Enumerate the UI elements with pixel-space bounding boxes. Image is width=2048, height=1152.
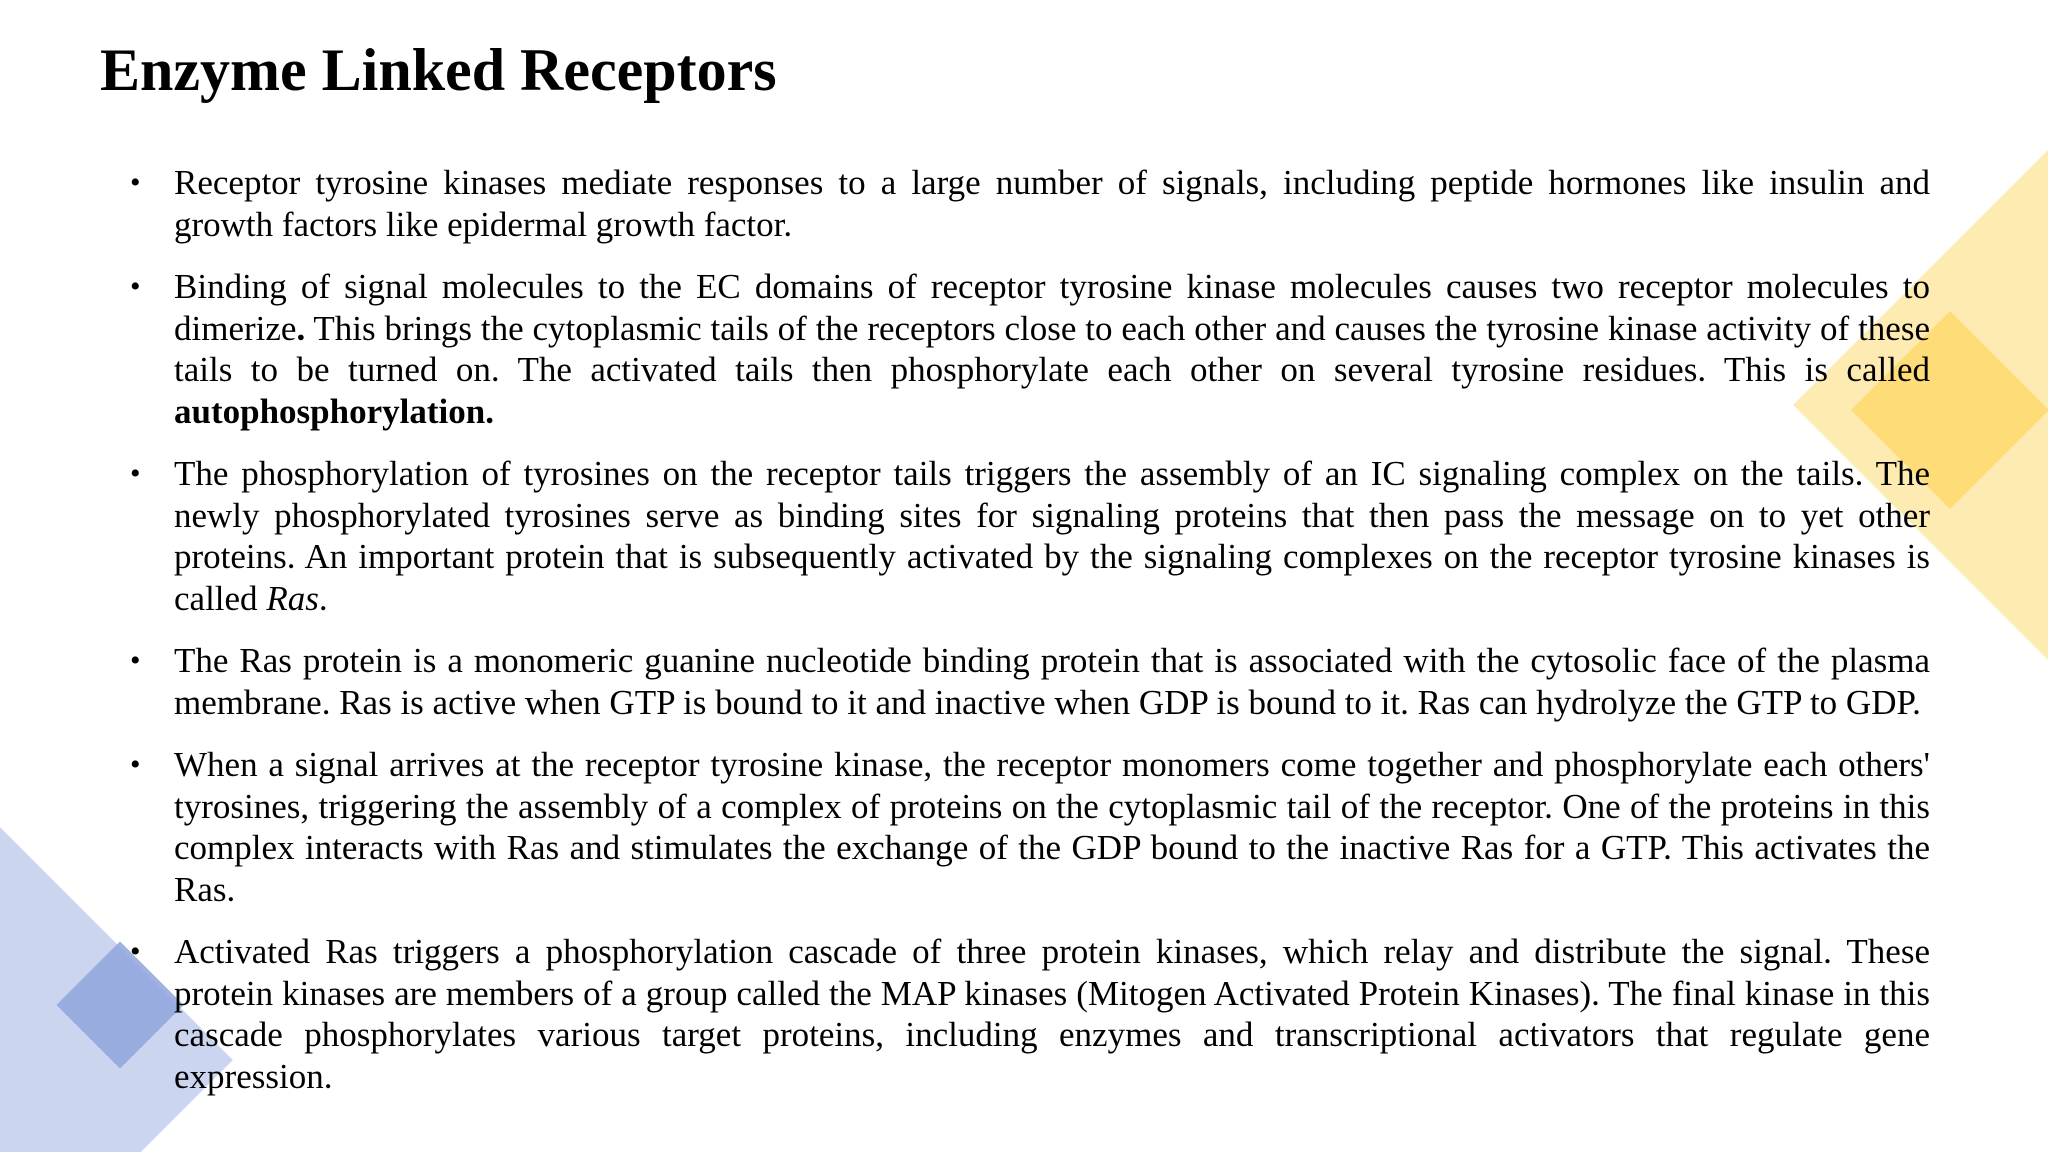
bullet-text: The phosphorylation of tyrosines on the receptor tails triggers the assembly of an IC signaling complex on the tails. The newly phosphorylated tyrosines serve as binding sites for signaling proteins that then pass the message on to yet other proteins. An important protein that is subsequently activated by the signaling complexes on the receptor tyrosine kinases is called Ras.: [174, 454, 1930, 618]
bullet-text: When a signal arrives at the receptor tyrosine kinase, the receptor monomers come together and phosphorylate each others' tyrosines, triggering the assembly of a complex of proteins on the cytoplasmic tail of the receptor. One of the proteins in this complex interacts with Ras and stimulates the exchange of the GDP bound to the inactive Ras for a GTP. This activates the Ras.: [174, 745, 1930, 909]
bullet-item-ras-protein: [130, 640, 1930, 723]
bullet-item-dimerization: [130, 266, 1930, 432]
bullet-item-receptor-tyrosine-kinases: [130, 162, 1930, 245]
bullet-item-signal-arrival: [130, 744, 1930, 910]
bullet-list: [130, 162, 1930, 1118]
italic-term-ras: Ras: [266, 578, 319, 618]
bullet-icon: •: [130, 644, 141, 677]
bullet-icon: •: [130, 748, 141, 781]
bold-term-autophosphorylation: autophosphorylation.: [174, 391, 494, 431]
bullet-item-map-kinase-cascade: [130, 931, 1930, 1097]
bullet-icon: •: [130, 270, 141, 303]
bullet-item-signaling-complex: [130, 453, 1930, 619]
bullet-text: Binding of signal molecules to the EC domains of receptor tyrosine kinase molecules causes two receptor molecules to dimerize. This brings the cytoplasmic tails of the receptors close to each other and causes the tyrosine kinase activity of these tails to be turned on. The activated tails then phosphorylate each other on several tyrosine residues. This is called autophosphorylation.: [174, 267, 1930, 431]
bullet-text: Receptor tyrosine kinases mediate responses to a large number of signals, including peptide hormones like insulin and growth factors like epidermal growth factor.: [174, 163, 1930, 244]
bullet-icon: •: [130, 457, 141, 490]
bullet-text: Activated Ras triggers a phosphorylation cascade of three protein kinases, which relay and distribute the signal. These protein kinases are members of a group called the MAP kinases (Mitogen Activated Protein Kinases). The final kinase in this cascade phosphorylates various target proteins, including enzymes and transcriptional activators that regulate gene expression.: [174, 932, 1930, 1096]
bullet-text: The Ras protein is a monomeric guanine nucleotide binding protein that is associated with the cytosolic face of the plasma membrane. Ras is active when GTP is bound to it and inactive when GDP is bound to it. Ras can hydrolyze the GTP to GDP.: [174, 641, 1930, 722]
bullet-icon: •: [130, 935, 141, 968]
bullet-icon: •: [130, 166, 141, 199]
slide-title: Enzyme Linked Receptors: [100, 37, 777, 103]
